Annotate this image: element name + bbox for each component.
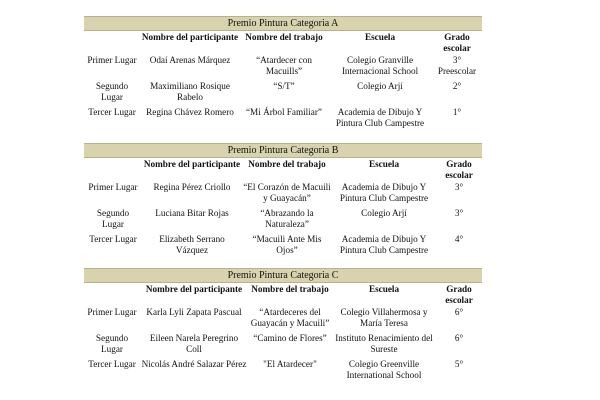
table-row <box>84 54 482 80</box>
header-row <box>84 31 482 54</box>
header-cell: Nombre del participante <box>145 284 243 294</box>
header-row <box>84 283 482 306</box>
results-table <box>84 283 482 384</box>
participant-cell: Elizabeth Serrano Vázquez <box>159 234 225 255</box>
section-title: Premio Pintura Categoria B <box>84 143 482 158</box>
grade-cell: 3° Preescolar <box>437 55 477 76</box>
header-cell: Escuela <box>368 284 400 294</box>
participant-cell: Nicolás André Salazar Pérez <box>141 359 247 369</box>
work-title-cell: “Atardecer con Macuills” <box>256 55 312 76</box>
grade-cell: 1° <box>452 107 462 117</box>
place-cell: Primer Lugar <box>88 182 138 192</box>
grade-cell: 2° <box>452 81 462 91</box>
table-row <box>84 358 482 384</box>
grade-cell: 4° <box>454 234 464 244</box>
section-categoria-a <box>84 16 482 132</box>
school-cell: Colegio Arjí <box>357 81 403 91</box>
place-cell: Primer Lugar <box>87 55 137 65</box>
work-title-cell: “S/T” <box>273 81 295 91</box>
header-cell: Nombre del trabajo <box>251 284 329 294</box>
place-cell: Tercer Lugar <box>88 359 136 369</box>
section-categoria-b <box>84 143 482 259</box>
grade-cell: 3° <box>454 208 464 218</box>
grade-cell: 6° <box>454 307 464 317</box>
grade-cell: 3° <box>454 182 464 192</box>
table-row <box>84 80 482 106</box>
school-cell: Instituto Renacimiento del Sureste <box>335 333 433 354</box>
place-cell: Segundo Lugar <box>95 81 129 102</box>
section-title: Premio Pintura Categoria A <box>84 16 482 31</box>
results-table <box>84 31 482 132</box>
header-cell: Grado escolar <box>445 159 473 180</box>
table-row <box>84 106 482 132</box>
section-title: Premio Pintura Categoria C <box>84 268 482 283</box>
table-row <box>84 181 482 207</box>
grade-cell: 5° <box>454 359 464 369</box>
table-row <box>84 233 482 259</box>
participant-cell: Karla Lyli Zapata Pascual <box>146 307 242 317</box>
table-row <box>84 332 482 358</box>
place-cell: Tercer Lugar <box>89 234 137 244</box>
participant-cell: Regina Pérez Criollo <box>153 182 231 192</box>
work-title-cell: “Abrazando la Naturaleza” <box>260 208 314 229</box>
school-cell: Academia de Dibujo Y Pintura Club Campestre <box>339 234 429 255</box>
header-cell <box>84 158 142 181</box>
school-cell: Academia de Dibujo Y Pintura Club Campestre <box>339 182 429 203</box>
section-categoria-c <box>84 268 482 384</box>
work-title-cell: “Macuili Ante Mis Ojos” <box>252 234 322 255</box>
table-row <box>84 306 482 332</box>
work-title-cell: "El Atardecer" <box>263 359 317 369</box>
work-title-cell: “Mi Árbol Familiar” <box>245 107 323 117</box>
school-cell: Colegio Granville Internacional School <box>341 55 419 76</box>
work-title-cell: “El Corazón de Macuili y Guayacán” <box>243 182 331 203</box>
school-cell: Academia de Dibujo Y Pintura Club Campestre <box>335 107 425 128</box>
work-title-cell: “Camino de Flores” <box>253 333 327 343</box>
header-cell <box>84 31 140 54</box>
work-title-cell: “Atardeceres del Guayacán y Macuili” <box>250 307 330 328</box>
header-cell: Escuela <box>368 159 400 169</box>
header-cell: Nombre del trabajo <box>245 32 323 42</box>
participant-cell: Odaí Arenas Márquez <box>149 55 231 65</box>
place-cell: Tercer Lugar <box>88 107 136 117</box>
school-cell: Colegio Arjí <box>361 208 407 218</box>
header-cell: Nombre del trabajo <box>248 159 326 169</box>
participant-cell: Regina Chávez Romero <box>146 107 234 117</box>
header-cell: Nombre del participante <box>143 159 241 169</box>
header-row <box>84 158 482 181</box>
table-row <box>84 207 482 233</box>
header-cell <box>84 283 140 306</box>
header-cell: Grado escolar <box>445 284 473 305</box>
place-cell: Segundo Lugar <box>95 333 129 354</box>
results-table <box>84 158 482 259</box>
header-cell: Nombre del participante <box>141 32 239 42</box>
place-cell: Segundo Lugar <box>96 208 130 229</box>
place-cell: Primer Lugar <box>87 307 137 317</box>
school-cell: Colegio Greenville International School <box>346 359 422 380</box>
header-cell: Escuela <box>364 32 396 42</box>
grade-cell: 6° <box>454 333 464 343</box>
header-cell: Grado escolar <box>443 32 471 53</box>
participant-cell: Maximiliano Rosique Rabelo <box>150 81 230 102</box>
school-cell: Colegio Villahermosa y María Teresa <box>340 307 428 328</box>
participant-cell: Eileen Narela Peregrino Coll <box>149 333 239 354</box>
participant-cell: Luciana Bitar Rojas <box>155 208 229 218</box>
